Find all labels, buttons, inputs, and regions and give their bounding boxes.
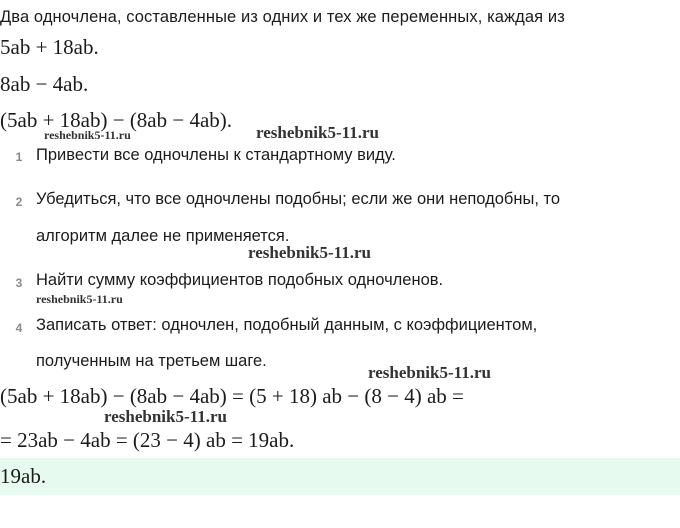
step-number: 4 bbox=[15, 321, 23, 335]
intro-text: Два одночлена, составленные из одних и тех же переменных, каждая из bbox=[0, 8, 565, 26]
solution-line: (5ab + 18ab) − (8ab − 4ab) = (5 + 18) ab − (8 − 4) ab = bbox=[0, 384, 464, 408]
step-text: Записать ответ: одночлен, подобный данным, с коэффициентом, bbox=[36, 316, 538, 334]
watermark: reshebnik5-11.ru bbox=[256, 123, 379, 142]
watermark: reshebnik5-11.ru bbox=[44, 128, 131, 142]
expression-sum: 5ab + 18ab. bbox=[0, 35, 99, 59]
watermark: reshebnik5-11.ru bbox=[248, 243, 371, 262]
watermark: reshebnik5-11.ru bbox=[36, 292, 123, 306]
watermark: reshebnik5-11.ru bbox=[104, 407, 227, 426]
step-number: 1 bbox=[15, 150, 23, 164]
step-number: 3 bbox=[15, 276, 23, 290]
solution-line: = 23ab − 4ab = (23 − 4) ab = 19ab. bbox=[0, 428, 295, 452]
answer-box bbox=[0, 458, 680, 495]
step-text: Привести все одночлены к стандартному виду. bbox=[36, 146, 396, 164]
step-number: 2 bbox=[15, 195, 23, 209]
expression-difference: 8ab − 4ab. bbox=[0, 72, 89, 96]
step-text: Найти сумму коэффициентов подобных одночленов. bbox=[36, 271, 444, 289]
step-text-continued: алгоритм далее не применяется. bbox=[36, 227, 290, 245]
answer-text: 19ab. bbox=[0, 464, 47, 488]
step-text-continued: полученным на третьем шаге. bbox=[36, 352, 267, 370]
watermark: reshebnik5-11.ru bbox=[368, 363, 491, 382]
step-text: Убедиться, что все одночлены подобны; если же они неподобны, то bbox=[36, 190, 561, 208]
expression-combined: (5ab + 18ab) − (8ab − 4ab). bbox=[0, 108, 233, 132]
